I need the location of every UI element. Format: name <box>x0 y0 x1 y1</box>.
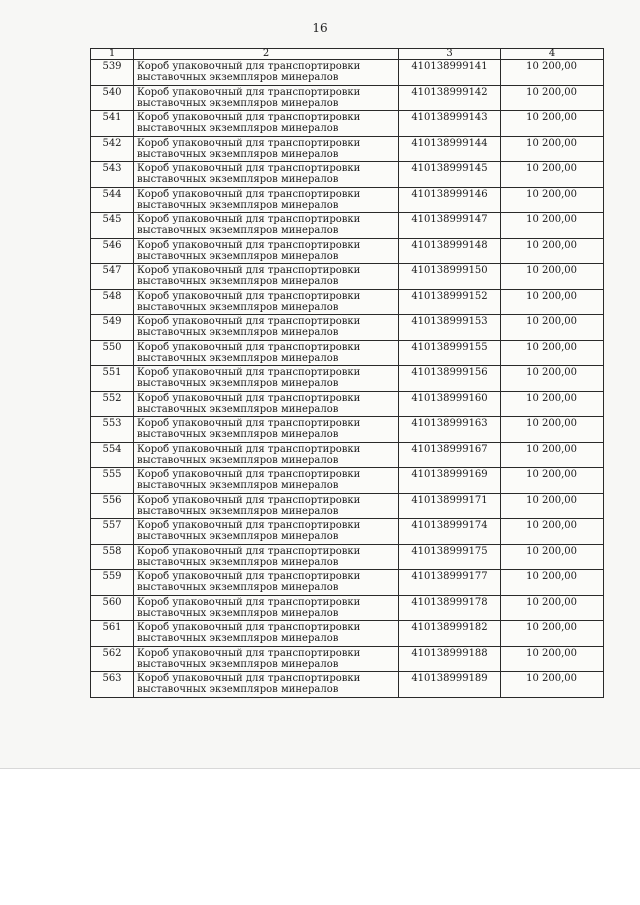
table-row <box>91 621 604 647</box>
price-cell: 10 200,00 <box>501 111 604 137</box>
item-name-cell: Короб упаковочный для транспортировки выставочных экземпляров минералов <box>134 340 399 366</box>
item-name-cell: Короб упаковочный для транспортировки выставочных экземпляров минералов <box>134 162 399 188</box>
price-cell: 10 200,00 <box>501 621 604 647</box>
table-row <box>91 391 604 417</box>
column-header-1: 1 <box>91 49 134 60</box>
table-row <box>91 366 604 392</box>
inventory-code-cell: 410138999146 <box>399 187 501 213</box>
table-header <box>91 49 604 60</box>
table-row <box>91 187 604 213</box>
row-number-cell: 558 <box>91 544 134 570</box>
item-name-cell: Короб упаковочный для транспортировки выставочных экземпляров минералов <box>134 519 399 545</box>
table-row <box>91 315 604 341</box>
inventory-code-cell: 410138999156 <box>399 366 501 392</box>
item-name-cell: Короб упаковочный для транспортировки выставочных экземпляров минералов <box>134 85 399 111</box>
row-number-cell: 555 <box>91 468 134 494</box>
inventory-code-cell: 410138999163 <box>399 417 501 443</box>
table-row <box>91 468 604 494</box>
table-row <box>91 544 604 570</box>
price-cell: 10 200,00 <box>501 672 604 698</box>
row-number-cell: 551 <box>91 366 134 392</box>
item-name-cell: Короб упаковочный для транспортировки выставочных экземпляров минералов <box>134 187 399 213</box>
page-number: 16 <box>312 21 328 35</box>
item-name-cell: Короб упаковочный для транспортировки выставочных экземпляров минералов <box>134 544 399 570</box>
item-name-cell: Короб упаковочный для транспортировки выставочных экземпляров минералов <box>134 264 399 290</box>
row-number-cell: 541 <box>91 111 134 137</box>
price-cell: 10 200,00 <box>501 136 604 162</box>
row-number-cell: 559 <box>91 570 134 596</box>
inventory-code-cell: 410138999189 <box>399 672 501 698</box>
inventory-code-cell: 410138999152 <box>399 289 501 315</box>
price-cell: 10 200,00 <box>501 340 604 366</box>
item-name-cell: Короб упаковочный для транспортировки выставочных экземпляров минералов <box>134 391 399 417</box>
item-name-cell: Короб упаковочный для транспортировки выставочных экземпляров минералов <box>134 570 399 596</box>
inventory-code-cell: 410138999178 <box>399 595 501 621</box>
price-cell: 10 200,00 <box>501 289 604 315</box>
item-name-cell: Короб упаковочный для транспортировки выставочных экземпляров минералов <box>134 417 399 443</box>
price-cell: 10 200,00 <box>501 595 604 621</box>
item-name-cell: Короб упаковочный для транспортировки выставочных экземпляров минералов <box>134 468 399 494</box>
inventory-code-cell: 410138999144 <box>399 136 501 162</box>
row-number-cell: 542 <box>91 136 134 162</box>
item-name-cell: Короб упаковочный для транспортировки выставочных экземпляров минералов <box>134 111 399 137</box>
inventory-code-cell: 410138999182 <box>399 621 501 647</box>
price-cell: 10 200,00 <box>501 417 604 443</box>
price-cell: 10 200,00 <box>501 519 604 545</box>
table-row <box>91 289 604 315</box>
row-number-cell: 539 <box>91 60 134 86</box>
row-number-cell: 546 <box>91 238 134 264</box>
price-cell: 10 200,00 <box>501 493 604 519</box>
row-number-cell: 562 <box>91 646 134 672</box>
row-number-cell: 556 <box>91 493 134 519</box>
inventory-code-cell: 410138999143 <box>399 111 501 137</box>
column-header-2: 2 <box>134 49 399 60</box>
inventory-code-cell: 410138999150 <box>399 264 501 290</box>
inventory-code-cell: 410138999145 <box>399 162 501 188</box>
row-number-cell: 548 <box>91 289 134 315</box>
item-name-cell: Короб упаковочный для транспортировки выставочных экземпляров минералов <box>134 136 399 162</box>
price-cell: 10 200,00 <box>501 468 604 494</box>
table-row <box>91 264 604 290</box>
inventory-code-cell: 410138999167 <box>399 442 501 468</box>
table-row <box>91 60 604 86</box>
inventory-code-cell: 410138999174 <box>399 519 501 545</box>
row-number-cell: 563 <box>91 672 134 698</box>
inventory-code-cell: 410138999142 <box>399 85 501 111</box>
item-name-cell: Короб упаковочный для транспортировки выставочных экземпляров минералов <box>134 621 399 647</box>
row-number-cell: 557 <box>91 519 134 545</box>
item-name-cell: Короб упаковочный для транспортировки выставочных экземпляров минералов <box>134 315 399 341</box>
row-number-cell: 560 <box>91 595 134 621</box>
table-row <box>91 136 604 162</box>
row-number-cell: 552 <box>91 391 134 417</box>
table-row <box>91 238 604 264</box>
inventory-code-cell: 410138999160 <box>399 391 501 417</box>
table-row <box>91 417 604 443</box>
row-number-cell: 545 <box>91 213 134 239</box>
price-cell: 10 200,00 <box>501 264 604 290</box>
inventory-code-cell: 410138999147 <box>399 213 501 239</box>
row-number-cell: 549 <box>91 315 134 341</box>
price-cell: 10 200,00 <box>501 162 604 188</box>
item-name-cell: Короб упаковочный для транспортировки выставочных экземпляров минералов <box>134 289 399 315</box>
table-body <box>91 60 604 698</box>
row-number-cell: 561 <box>91 621 134 647</box>
item-name-cell: Короб упаковочный для транспортировки выставочных экземпляров минералов <box>134 646 399 672</box>
inventory-code-cell: 410138999148 <box>399 238 501 264</box>
item-name-cell: Короб упаковочный для транспортировки выставочных экземпляров минералов <box>134 442 399 468</box>
row-number-cell: 554 <box>91 442 134 468</box>
inventory-code-cell: 410138999155 <box>399 340 501 366</box>
row-number-cell: 544 <box>91 187 134 213</box>
price-cell: 10 200,00 <box>501 544 604 570</box>
price-cell: 10 200,00 <box>501 315 604 341</box>
table-row <box>91 111 604 137</box>
inventory-code-cell: 410138999188 <box>399 646 501 672</box>
table-row <box>91 570 604 596</box>
table-row <box>91 213 604 239</box>
row-number-cell: 543 <box>91 162 134 188</box>
table-row <box>91 85 604 111</box>
table-row <box>91 493 604 519</box>
inventory-code-cell: 410138999171 <box>399 493 501 519</box>
price-cell: 10 200,00 <box>501 187 604 213</box>
item-name-cell: Короб упаковочный для транспортировки выставочных экземпляров минералов <box>134 493 399 519</box>
row-number-cell: 553 <box>91 417 134 443</box>
table-row <box>91 672 604 698</box>
price-cell: 10 200,00 <box>501 213 604 239</box>
inventory-code-cell: 410138999177 <box>399 570 501 596</box>
price-cell: 10 200,00 <box>501 60 604 86</box>
price-cell: 10 200,00 <box>501 570 604 596</box>
item-name-cell: Короб упаковочный для транспортировки выставочных экземпляров минералов <box>134 366 399 392</box>
price-cell: 10 200,00 <box>501 238 604 264</box>
table-row <box>91 340 604 366</box>
table-row <box>91 162 604 188</box>
inventory-code-cell: 410138999175 <box>399 544 501 570</box>
item-name-cell: Короб упаковочный для транспортировки выставочных экземпляров минералов <box>134 672 399 698</box>
header-row <box>91 49 604 60</box>
inventory-code-cell: 410138999169 <box>399 468 501 494</box>
item-name-cell: Короб упаковочный для транспортировки выставочных экземпляров минералов <box>134 213 399 239</box>
inventory-code-cell: 410138999153 <box>399 315 501 341</box>
price-cell: 10 200,00 <box>501 366 604 392</box>
row-number-cell: 550 <box>91 340 134 366</box>
inventory-table <box>90 48 604 698</box>
column-header-4: 4 <box>501 49 604 60</box>
row-number-cell: 540 <box>91 85 134 111</box>
item-name-cell: Короб упаковочный для транспортировки выставочных экземпляров минералов <box>134 595 399 621</box>
price-cell: 10 200,00 <box>501 391 604 417</box>
item-name-cell: Короб упаковочный для транспортировки выставочных экземпляров минералов <box>134 238 399 264</box>
table-row <box>91 519 604 545</box>
price-cell: 10 200,00 <box>501 646 604 672</box>
table-row <box>91 442 604 468</box>
inventory-code-cell: 410138999141 <box>399 60 501 86</box>
price-cell: 10 200,00 <box>501 85 604 111</box>
item-name-cell: Короб упаковочный для транспортировки выставочных экземпляров минералов <box>134 60 399 86</box>
table-row <box>91 595 604 621</box>
row-number-cell: 547 <box>91 264 134 290</box>
column-header-3: 3 <box>399 49 501 60</box>
price-cell: 10 200,00 <box>501 442 604 468</box>
table-row <box>91 646 604 672</box>
